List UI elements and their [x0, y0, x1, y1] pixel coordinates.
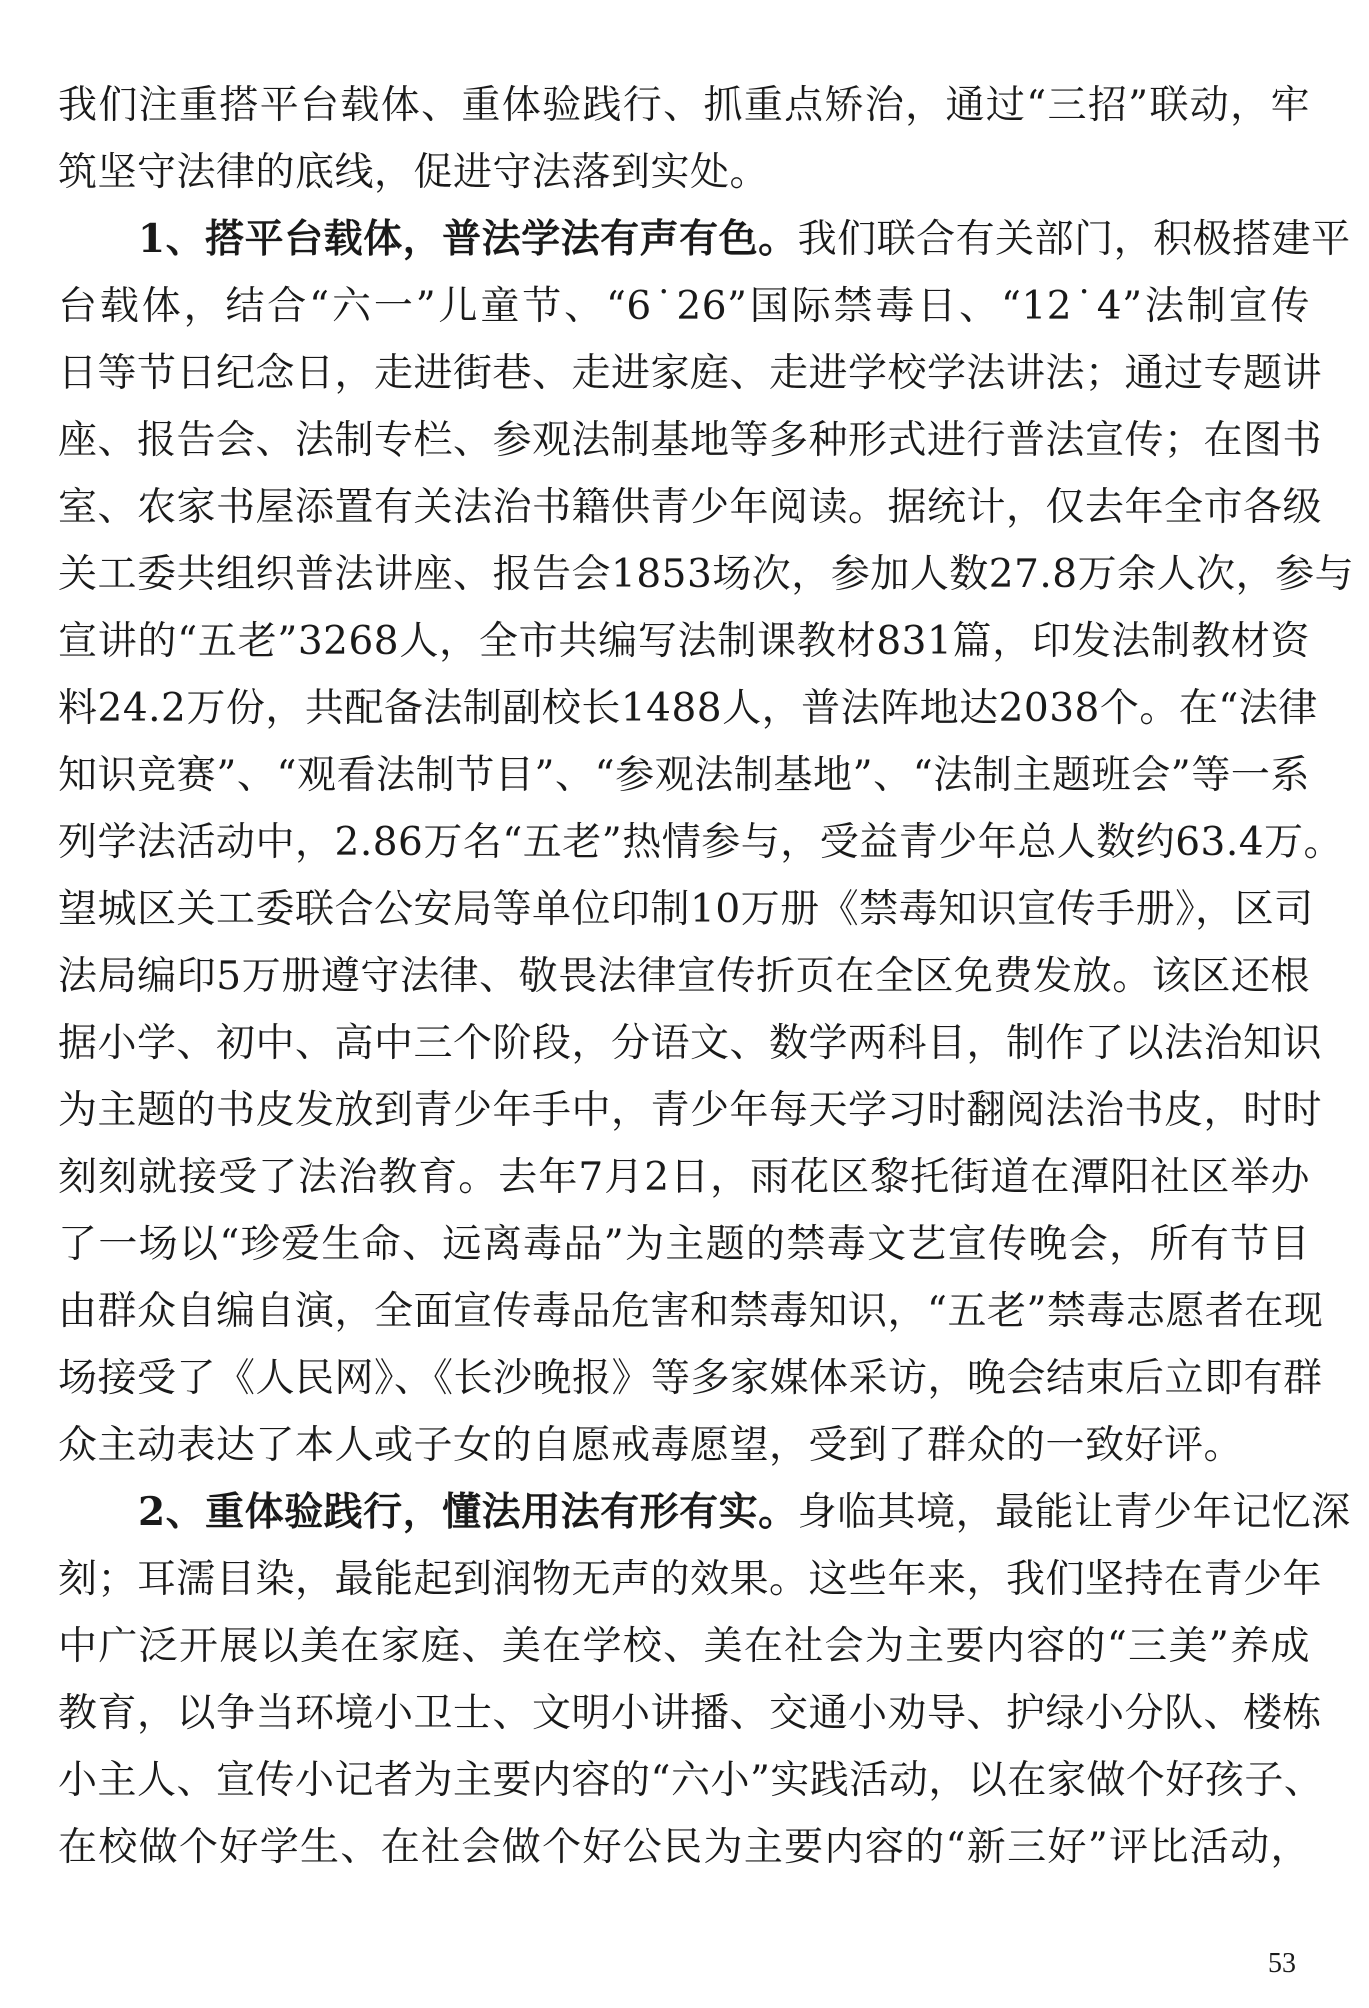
section1-line: 法局编印5万册遵守法律、敬畏法律宣传折页在全区免费发放。该区还根	[58, 954, 1310, 999]
section2-line: 在校做个好学生、在社会做个好公民为主要内容的“新三好”评比活动，	[58, 1825, 1310, 1870]
section1-first-line	[58, 206, 1351, 273]
section1-heading: 1、搭平台载体，普法学法有声有色。	[138, 216, 798, 262]
section1-line: 知识竞赛”、“观看法制节目”、“参观法制基地”、“法制主题班会”等一系	[58, 753, 1310, 798]
document-body	[58, 72, 1355, 1881]
section1-line: 室、农家书屋添置有关法治书籍供青少年阅读。据统计，仅去年全市各级	[58, 485, 1323, 530]
section1-first-line-text: 我们联合有关部门，积极搭建平	[797, 217, 1351, 262]
section1-line: 据小学、初中、高中三个阶段，分语文、数学两科目，制作了以法治知识	[58, 1021, 1323, 1066]
section1-line: 望城区关工委联合公安局等单位印制10万册《禁毒知识宣传手册》，区司	[58, 887, 1314, 932]
section1-line: 台载体，结合“六一”儿童节、“6˙26”国际禁毒日、“12˙4”法制宣传	[58, 284, 1310, 329]
section1-line: 场接受了《人民网》、《长沙晚报》等多家媒体采访，晚会结束后立即有群	[58, 1356, 1323, 1401]
section1-line: 宣讲的“五老”3268人，全市共编写法制课教材831篇，印发法制教材资	[58, 619, 1310, 664]
section2-heading: 2、重体验践行，懂法用法有形有实。	[138, 1489, 798, 1535]
page-number: 53	[1268, 1948, 1296, 1979]
section2-first-line-text: 身临其境，最能让青少年记忆深	[797, 1490, 1351, 1535]
intro-line-1: 我们注重搭平台载体、重体验践行、抓重点矫治，通过“三招”联动，牢	[58, 83, 1310, 128]
section1-line: 由群众自编自演，全面宣传毒品危害和禁毒知识，“五老”禁毒志愿者在现	[58, 1289, 1324, 1334]
section2-first-line	[58, 1479, 1351, 1546]
section1-line: 日等节日纪念日，走进街巷、走进家庭、走进学校学法讲法；通过专题讲	[58, 351, 1323, 396]
section1-line: 列学法活动中，2.86万名“五老”热情参与，受益青少年总人数约63.4万。	[58, 820, 1344, 865]
section1-line-last: 众主动表达了本人或子女的自愿戒毒愿望，受到了群众的一致好评。	[58, 1423, 1244, 1468]
intro-line-2: 筑坚守法律的底线，促进守法落到实处。	[58, 150, 770, 195]
section2-line: 中广泛开展以美在家庭、美在学校、美在社会为主要内容的“三美”养成	[58, 1624, 1310, 1669]
section1-line: 刻刻就接受了法治教育。去年7月2日，雨花区黎托街道在潭阳社区举办	[58, 1155, 1310, 1200]
section2-line: 教育，以争当环境小卫士、文明小讲播、交通小劝导、护绿小分队、楼栋	[58, 1691, 1323, 1736]
section1-line: 了一场以“珍爱生命、远离毒品”为主题的禁毒文艺宣传晚会，所有节目	[58, 1222, 1310, 1267]
section2-line: 刻；耳濡目染，最能起到润物无声的效果。这些年来，我们坚持在青少年	[58, 1557, 1323, 1602]
section1-line: 座、报告会、法制专栏、参观法制基地等多种形式进行普法宣传；在图书	[58, 418, 1323, 463]
section1-line: 关工委共组织普法讲座、报告会1853场次，参加人数27.8万余人次，参与	[58, 552, 1355, 597]
section1-line: 为主题的书皮发放到青少年手中，青少年每天学习时翻阅法治书皮，时时	[58, 1088, 1323, 1133]
section2-line: 小主人、宣传小记者为主要内容的“六小”实践活动，以在家做个好孩子、	[58, 1758, 1324, 1803]
section1-line: 料24.2万份，共配备法制副校长1488人，普法阵地达2038个。在“法律	[58, 686, 1318, 731]
